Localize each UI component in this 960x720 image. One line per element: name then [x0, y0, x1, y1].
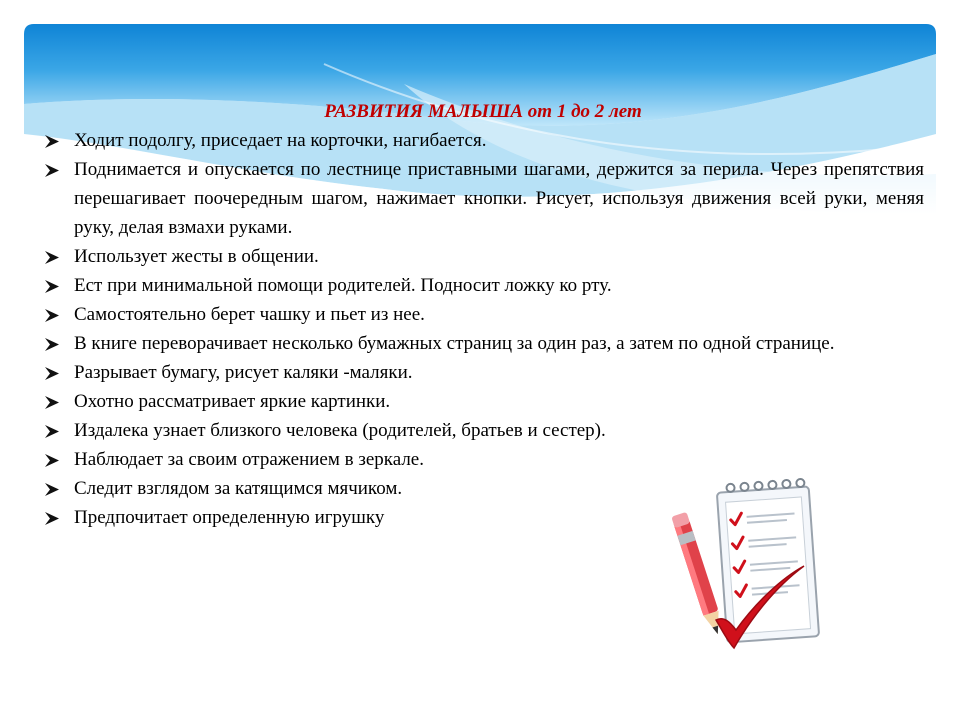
list-item — [42, 329, 924, 358]
list-item-text: Разрывает бумагу, рисует каляки -маляки. — [74, 362, 413, 383]
arrow-check-bullet-icon — [44, 424, 60, 439]
slide-title: РАЗВИТИЯ МАЛЫША от 1 до 2 лет — [324, 101, 642, 122]
arrow-check-bullet-icon — [44, 134, 60, 149]
list-item-text: Использует жесты в общении. — [74, 246, 319, 267]
list-item-text: Ходит подолгу, приседает на корточки, нагибается. — [74, 130, 487, 151]
list-item-text: Охотно рассматривает яркие картинки. — [74, 391, 391, 412]
list-item — [42, 387, 924, 416]
list-item-text: В книге переворачивает несколько бумажных страниц за один раз, а затем по одной странице. — [74, 333, 835, 354]
list-item-text: Предпочитает определенную игрушку — [74, 507, 385, 528]
arrow-check-bullet-icon — [44, 337, 60, 352]
list-item-text: Наблюдает за своим отражением в зеркале. — [74, 449, 424, 470]
list-item-text: Издалека узнает близкого человека (родителей, братьев и сестер). — [74, 420, 606, 441]
arrow-check-bullet-icon — [44, 366, 60, 381]
arrow-check-bullet-icon — [44, 511, 60, 526]
list-item-text: Поднимается и опускается по лестнице приставными шагами, держится за перила. Через препятствия перешагивает поочередным шагом, нажимает кнопки. Рисует, используя движения всей руки, меняя руку, делая взмахи руками. — [74, 159, 924, 238]
arrow-check-bullet-icon — [44, 308, 60, 323]
arrow-check-bullet-icon — [44, 279, 60, 294]
list-item — [42, 416, 924, 445]
list-item — [42, 242, 924, 271]
list-item — [42, 155, 924, 242]
list-item — [42, 300, 924, 329]
list-item-text: Следит взглядом за катящимся мячиком. — [74, 478, 403, 499]
list-item-text: Ест при минимальной помощи родителей. Подносит ложку ко рту. — [74, 275, 612, 296]
list-item — [42, 358, 924, 387]
list-item-text: Самостоятельно берет чашку и пьет из нее. — [74, 304, 425, 325]
content-area — [42, 100, 924, 532]
arrow-check-bullet-icon — [44, 453, 60, 468]
arrow-check-bullet-icon — [44, 250, 60, 265]
arrow-check-bullet-icon — [44, 482, 60, 497]
list-item — [42, 271, 924, 300]
checklist-pencil-icon — [670, 470, 820, 660]
arrow-check-bullet-icon — [44, 395, 60, 410]
arrow-check-bullet-icon — [44, 163, 60, 178]
list-item — [42, 126, 924, 155]
